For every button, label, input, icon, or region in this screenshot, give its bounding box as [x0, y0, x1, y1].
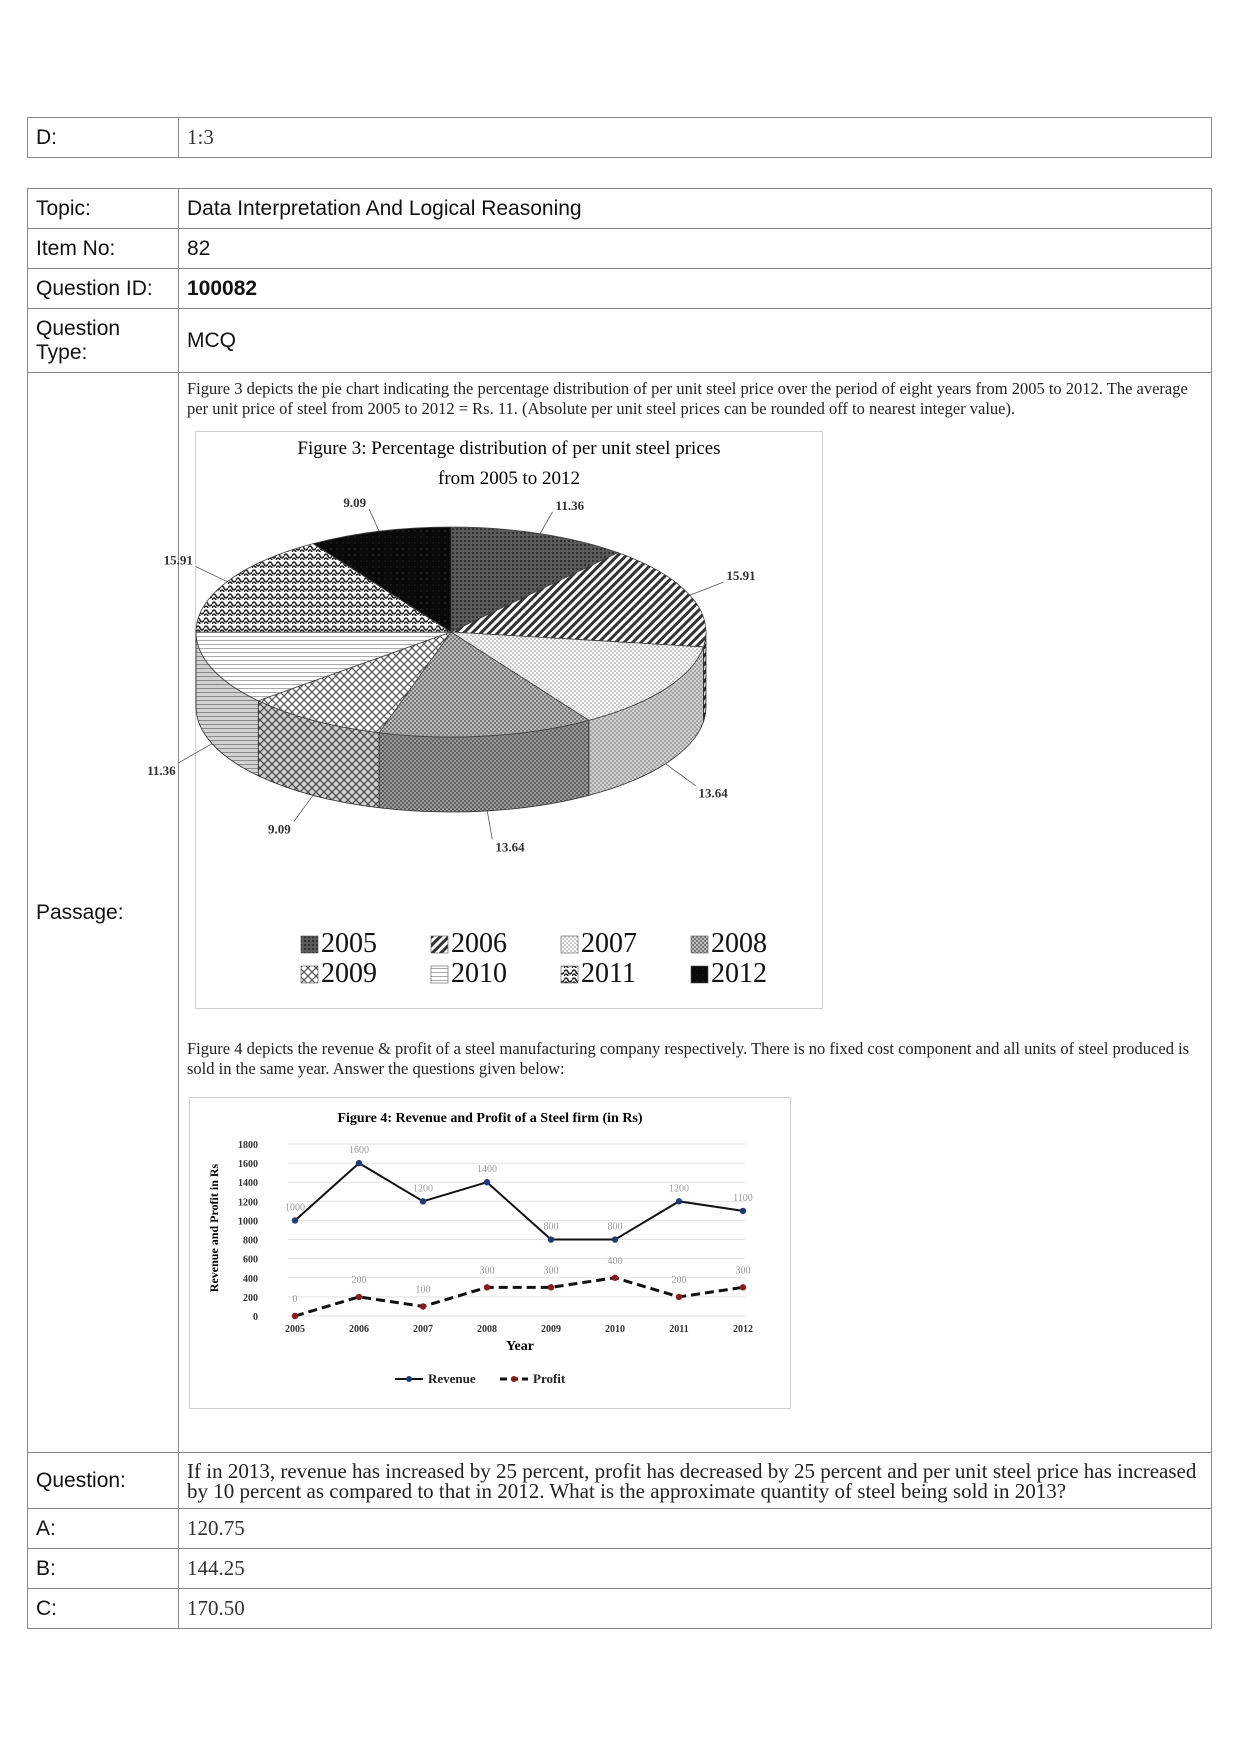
- question-label: Question:: [28, 1453, 179, 1509]
- line-data-label-profit-2005: 0: [292, 1294, 298, 1305]
- pie-legend-swatch-2007: [561, 936, 578, 953]
- line-ylabel: Revenue and Profit in Rs: [207, 1163, 221, 1293]
- pie-data-label-2010: 11.36: [147, 762, 176, 778]
- option-c-label: C:: [28, 1589, 179, 1629]
- topic-label: Topic:: [28, 189, 179, 229]
- item-no-value: 82: [179, 229, 1212, 269]
- line-y-tick-800: 800: [243, 1235, 258, 1247]
- pie-legend-swatch-2009: [301, 966, 318, 983]
- line-point-revenue-2011: [676, 1198, 682, 1204]
- line-y-tick-1000: 1000: [238, 1216, 258, 1228]
- line-data-label-profit-2007: 100: [415, 1284, 431, 1296]
- pie-legend-label-2009: 2009: [321, 958, 377, 989]
- pie-legend-label-2006: 2006: [451, 928, 507, 959]
- line-y-ticks: [238, 1140, 258, 1323]
- line-point-profit-2011: [676, 1294, 682, 1300]
- pie-legend-swatch-2006: [431, 936, 448, 953]
- line-data-label-profit-2006: 200: [351, 1274, 367, 1286]
- line-data-label-profit-2011: 200: [671, 1274, 687, 1286]
- passage-label: Passage:: [28, 373, 179, 1453]
- line-point-revenue-2010: [612, 1236, 618, 1242]
- line-legend-marker-revenue: [406, 1376, 412, 1382]
- line-chart: [190, 1098, 790, 1408]
- item-no-label: Item No:: [28, 229, 179, 269]
- passage-intro-fig4: Figure 4 depicts the revenue & profit of a steel manufacturing company respectively. There is no fixed cost component and all units of steel produced is sold in the same year. Answer the questions given below:: [187, 1039, 1190, 1078]
- line-x-tick-2008: 2008: [477, 1324, 497, 1335]
- pie-legend-swatch-2008: [691, 936, 708, 953]
- passage-intro-fig3: Figure 3 depicts the pie chart indicating the percentage distribution of per unit steel price over the period of eight years from 2005 to 2012. The average per unit price of steel from 2005 to 2012 = Rs. 11. (Absolute per unit steel prices can be rounded off to nearest integer value).: [187, 379, 1188, 418]
- topic-value: Data Interpretation And Logical Reasoning: [179, 189, 1212, 229]
- pie-data-label-2007: 13.64: [698, 785, 728, 801]
- pie-legend-swatch-2005: [301, 936, 318, 953]
- line-point-profit-2008: [484, 1284, 490, 1290]
- pie-legend-label-2007: 2007: [581, 928, 637, 959]
- pie-leader-2012: [369, 509, 379, 531]
- pie-legend-swatch-2011: [561, 966, 578, 983]
- line-point-revenue-2012: [740, 1208, 746, 1214]
- line-x-tick-2005: 2005: [285, 1324, 305, 1335]
- pie-data-label-2005: 11.36: [555, 497, 585, 513]
- line-y-tick-200: 200: [243, 1292, 258, 1304]
- line-point-revenue-2005: [292, 1217, 298, 1223]
- line-x-ticks: [285, 1324, 753, 1335]
- line-data-label-revenue-2012: 1100: [733, 1192, 753, 1204]
- pie-slices: [196, 527, 706, 737]
- line-y-tick-600: 600: [243, 1254, 258, 1266]
- line-data-label-profit-2008: 300: [479, 1265, 495, 1277]
- line-point-profit-2010: [612, 1275, 618, 1281]
- pie-legend: [301, 928, 767, 989]
- line-legend-label-revenue: Revenue: [428, 1371, 476, 1386]
- option-d-value: 1:3: [179, 118, 1212, 158]
- line-x-tick-2007: 2007: [413, 1324, 433, 1335]
- option-a-label: A:: [28, 1509, 179, 1549]
- pie-legend-label-2011: 2011: [581, 958, 636, 989]
- pie-legend-swatch-2010: [431, 966, 448, 983]
- pie-leader-2005: [540, 512, 552, 534]
- line-data-label-profit-2009: 300: [543, 1265, 559, 1277]
- line-point-profit-2007: [420, 1303, 426, 1309]
- line-x-tick-2010: 2010: [605, 1324, 625, 1335]
- line-point-revenue-2009: [548, 1236, 554, 1242]
- pie-legend-label-2005: 2005: [321, 928, 377, 959]
- pie-chart: [147, 432, 822, 1008]
- line-x-tick-2011: 2011: [669, 1324, 689, 1335]
- line-y-tick-1600: 1600: [238, 1159, 258, 1171]
- line-y-tick-0: 0: [253, 1312, 258, 1323]
- pie-data-label-2008: 13.64: [495, 839, 525, 855]
- question-type-value: MCQ: [179, 309, 1212, 373]
- line-legend-label-profit: Profit: [533, 1371, 566, 1386]
- line-point-profit-2012: [740, 1284, 746, 1290]
- line-point-revenue-2008: [484, 1179, 490, 1185]
- pie-title-line2: from 2005 to 2012: [438, 468, 580, 489]
- line-data-label-revenue-2007: 1200: [413, 1183, 433, 1195]
- pie-data-label-2006: 15.91: [726, 568, 756, 584]
- line-point-profit-2009: [548, 1284, 554, 1290]
- line-x-tick-2012: 2012: [733, 1324, 753, 1335]
- question-type-label: Question Type:: [28, 309, 179, 373]
- pie-data-label-2011: 15.91: [163, 552, 193, 568]
- line-legend: [395, 1371, 566, 1386]
- line-x-tick-2009: 2009: [541, 1324, 561, 1335]
- figure-3-box: [147, 431, 823, 1009]
- option-d-label: D:: [28, 118, 179, 158]
- option-c-value: 170.50: [179, 1589, 1212, 1629]
- line-y-tick-1400: 1400: [238, 1178, 258, 1190]
- line-point-revenue-2006: [356, 1160, 362, 1166]
- line-point-revenue-2007: [420, 1198, 426, 1204]
- line-point-profit-2005: [292, 1313, 298, 1319]
- line-data-label-revenue-2010: 800: [607, 1221, 623, 1233]
- line-series: [285, 1145, 753, 1319]
- line-data-label-profit-2010: 400: [607, 1255, 623, 1267]
- pie-leader-2007: [666, 764, 696, 786]
- pie-leader-2011: [196, 567, 227, 582]
- line-data-label-profit-2012: 300: [735, 1265, 751, 1277]
- line-y-tick-400: 400: [243, 1273, 258, 1285]
- option-d-table: [27, 117, 1212, 158]
- question-id-value: 100082: [179, 269, 1212, 309]
- line-gridlines: [288, 1144, 745, 1316]
- figure-4-box: [189, 1097, 791, 1409]
- option-b-label: B:: [28, 1549, 179, 1589]
- line-point-profit-2006: [356, 1294, 362, 1300]
- pie-title-line1: Figure 3: Percentage distribution of per unit steel prices: [297, 438, 721, 459]
- line-legend-marker-profit: [511, 1376, 517, 1382]
- line-xlabel: Year: [506, 1339, 534, 1354]
- line-x-tick-2006: 2006: [349, 1324, 369, 1335]
- question-text: If in 2013, revenue has increased by 25 percent, profit has decreased by 25 percent and per unit steel price has increased by 10 percent as compared to that in 2012. What is the approximate quantity of steel being sold in 2013?: [179, 1453, 1212, 1509]
- pie-leader-2008: [487, 811, 492, 840]
- passage-cell: [147, 373, 1212, 1453]
- pie-leader-2010: [179, 744, 212, 763]
- line-y-tick-1800: 1800: [238, 1140, 258, 1151]
- pie-leader-2009: [294, 795, 313, 821]
- line-title: Figure 4: Revenue and Profit of a Steel firm (in Rs): [337, 1111, 643, 1126]
- line-data-label-revenue-2006: 1600: [349, 1145, 369, 1157]
- line-data-label-revenue-2009: 800: [543, 1221, 559, 1233]
- pie-legend-label-2012: 2012: [711, 958, 767, 989]
- option-a-value: 120.75: [179, 1509, 1212, 1549]
- pie-data-label-2012: 9.09: [343, 495, 367, 511]
- pie-legend-label-2010: 2010: [451, 958, 507, 989]
- question-table: [27, 188, 1212, 1629]
- line-data-label-revenue-2008: 1400: [477, 1164, 497, 1176]
- line-data-label-revenue-2005: 1000: [285, 1202, 305, 1214]
- pie-legend-label-2008: 2008: [711, 928, 767, 959]
- option-b-value: 144.25: [179, 1549, 1212, 1589]
- pie-legend-swatch-2012: [691, 966, 708, 983]
- question-id-label: Question ID:: [28, 269, 179, 309]
- line-y-tick-1200: 1200: [238, 1197, 258, 1209]
- line-data-label-revenue-2011: 1200: [669, 1183, 689, 1195]
- pie-leader-2006: [690, 582, 723, 595]
- pie-data-label-2009: 9.09: [268, 821, 291, 837]
